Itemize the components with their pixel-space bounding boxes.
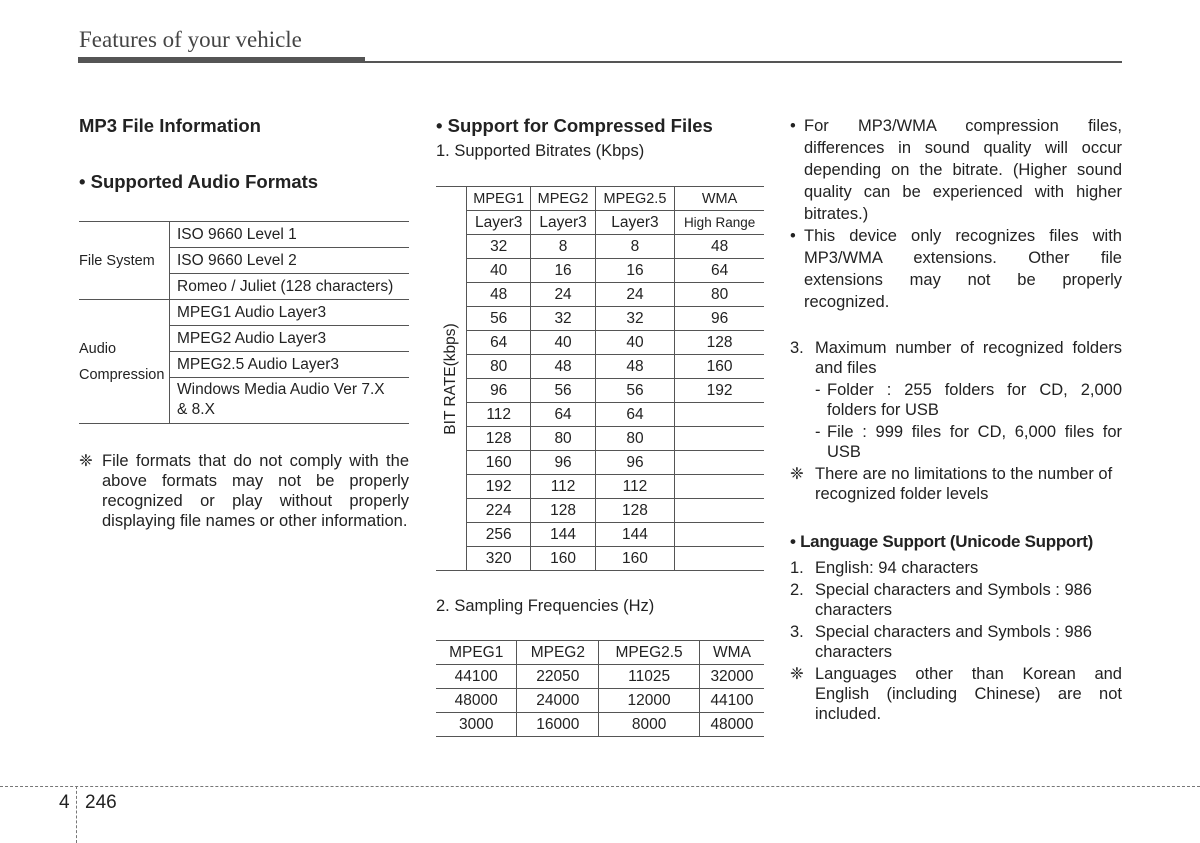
table-row — [436, 259, 764, 283]
column-compressed-files — [436, 115, 766, 733]
bitrates-table — [436, 186, 764, 571]
bitrate-layer-cell: Layer3 — [531, 211, 595, 235]
bitrate-header-cell: MPEG1 — [467, 187, 531, 211]
dash-file — [790, 422, 1122, 462]
bitrate-cell: 8 — [595, 235, 674, 259]
table-row — [436, 283, 764, 307]
audio-compression-value: MPEG2 Audio Layer3 — [170, 326, 410, 352]
bitrates-label: 1. Supported Bitrates (Kbps) — [436, 142, 645, 160]
bitrate-side-label — [436, 187, 467, 571]
section-title-compressed-files: • Support for Compressed Files — [436, 115, 713, 136]
sampling-cell: 48000 — [700, 713, 765, 737]
bitrate-header-row — [436, 187, 764, 211]
header-rule-thick — [78, 57, 365, 63]
audio-label-line2: Compression — [79, 366, 165, 383]
bitrate-cell: 48 — [595, 355, 674, 379]
bitrate-cell: 64 — [675, 259, 764, 283]
file-system-value: Romeo / Juliet (128 characters) — [170, 274, 410, 300]
audio-formats-table — [79, 221, 409, 424]
dash-mark: - — [815, 381, 821, 399]
bitrate-cell: 56 — [531, 379, 595, 403]
file-format-note — [79, 451, 409, 531]
file-format-note-text: File formats that do not comply with the above formats may not be properly recognized or play without properly displaying file names or other information. — [102, 452, 409, 530]
bitrate-cell: 16 — [595, 259, 674, 283]
sampling-header-cell: MPEG2.5 — [599, 641, 700, 665]
table-row — [436, 427, 764, 451]
note-text: Languages other than Korean and English (including Chinese) are not included. — [815, 665, 1122, 723]
note-folder-levels — [790, 464, 1122, 504]
bitrate-cell — [675, 427, 764, 451]
bitrate-cell: 32 — [467, 235, 531, 259]
page-chapter-number: 4 — [59, 792, 70, 813]
bitrate-layer-cell: Layer3 — [467, 211, 531, 235]
bitrate-cell: 24 — [595, 283, 674, 307]
bitrate-header-cell: MPEG2.5 — [595, 187, 674, 211]
item-text: Special characters and Symbols : 986 characters — [815, 623, 1092, 661]
bitrate-cell: 96 — [595, 451, 674, 475]
table-row — [436, 403, 764, 427]
bitrate-cell: 160 — [595, 547, 674, 571]
header-rule-thin — [365, 61, 1122, 63]
bitrate-cell: 8 — [531, 235, 595, 259]
column-mp3-file-information — [79, 115, 409, 530]
bullet-extensions — [790, 225, 1122, 313]
file-system-value: ISO 9660 Level 1 — [170, 222, 410, 248]
table-row — [436, 379, 764, 403]
bitrate-cell: 56 — [467, 307, 531, 331]
item-max-folders — [790, 338, 1122, 378]
bitrate-cell: 96 — [467, 379, 531, 403]
sampling-frequencies-table — [436, 640, 764, 737]
bitrate-cell: 24 — [531, 283, 595, 307]
sampling-cell: 32000 — [700, 665, 765, 689]
bitrate-layer-cell: Layer3 — [595, 211, 674, 235]
table-row — [436, 713, 764, 737]
audio-compression-value: MPEG2.5 Audio Layer3 — [170, 352, 410, 378]
bullet-text: This device only recognizes files with MP3/WMA extensions. Other file extensions may not be properly recognized. — [804, 227, 1122, 311]
note-asterisk-icon: ❈ — [790, 665, 804, 683]
sampling-cell: 22050 — [517, 665, 599, 689]
bitrate-layer-cell: High Range — [675, 211, 764, 235]
note-text: There are no limitations to the number of recognized folder levels — [815, 465, 1113, 503]
bitrate-cell: 32 — [595, 307, 674, 331]
dash-text: File : 999 files for CD, 6,000 files for USB — [827, 423, 1122, 461]
wma-line2: & 8.X — [177, 401, 215, 418]
table-row — [436, 665, 764, 689]
sampling-cell: 48000 — [436, 689, 517, 713]
audio-compression-label — [79, 300, 170, 424]
bitrate-cell: 80 — [467, 355, 531, 379]
wma-line1: Windows Media Audio Ver 7.X — [177, 381, 385, 398]
sampling-cell: 24000 — [517, 689, 599, 713]
bitrate-cell: 128 — [467, 427, 531, 451]
sampling-header-cell: MPEG2 — [517, 641, 599, 665]
bitrate-cell: 64 — [467, 331, 531, 355]
language-item — [790, 558, 1122, 578]
table-row — [436, 689, 764, 713]
bitrate-cell: 128 — [675, 331, 764, 355]
table-row — [436, 307, 764, 331]
sampling-cell: 44100 — [436, 665, 517, 689]
sampling-cell: 12000 — [599, 689, 700, 713]
bitrate-cell: 64 — [595, 403, 674, 427]
bitrate-cell: 128 — [595, 499, 674, 523]
bitrate-cell: 96 — [531, 451, 595, 475]
item-number: 1. — [790, 559, 804, 577]
bitrate-cell: 32 — [531, 307, 595, 331]
audio-label-line1: Audio — [79, 340, 117, 357]
bitrate-cell: 40 — [595, 331, 674, 355]
audio-compression-value — [170, 378, 410, 424]
subsection-title-language-support: • Language Support (Unicode Support) — [790, 532, 1094, 551]
bullet-text: For MP3/WMA compression files, differences in sound quality will occur depending on the bitrate. (Higher sound quality can be experienced with higher bitrates.) — [804, 117, 1122, 223]
language-item — [790, 622, 1122, 662]
page-number: 246 — [85, 792, 117, 813]
sampling-cell: 11025 — [599, 665, 700, 689]
bitrate-cell: 128 — [531, 499, 595, 523]
dash-text: Folder : 255 folders for CD, 2,000 folders for USB — [827, 381, 1122, 419]
item-number: 3. — [790, 623, 804, 641]
bitrate-cell: 16 — [531, 259, 595, 283]
table-row — [436, 523, 764, 547]
table-row — [436, 235, 764, 259]
bitrate-layer-row — [436, 211, 764, 235]
bitrate-cell: 48 — [675, 235, 764, 259]
bitrate-cell: 144 — [595, 523, 674, 547]
bitrate-cell — [675, 499, 764, 523]
bitrate-cell: 80 — [531, 427, 595, 451]
bitrate-cell: 144 — [531, 523, 595, 547]
bitrate-cell — [675, 403, 764, 427]
bitrate-side-label-text: BIT RATE(kbps) — [442, 322, 459, 435]
note-asterisk-icon: ❈ — [79, 452, 93, 470]
bitrate-cell: 112 — [467, 403, 531, 427]
table-row — [436, 451, 764, 475]
table-row — [436, 331, 764, 355]
table-row — [436, 475, 764, 499]
item-text: Maximum number of recognized folders and files — [815, 339, 1122, 377]
bitrate-cell: 160 — [675, 355, 764, 379]
bitrate-cell: 64 — [531, 403, 595, 427]
dash-folder — [790, 380, 1122, 420]
dash-mark: - — [815, 423, 821, 441]
bitrate-cell — [675, 547, 764, 571]
bitrate-header-cell: MPEG2 — [531, 187, 595, 211]
bitrate-cell — [675, 451, 764, 475]
audio-compression-value: MPEG1 Audio Layer3 — [170, 300, 410, 326]
bitrate-cell: 160 — [467, 451, 531, 475]
note-languages — [790, 664, 1122, 724]
bitrate-cell: 48 — [467, 283, 531, 307]
bitrate-cell — [675, 523, 764, 547]
bitrate-cell: 224 — [467, 499, 531, 523]
sampling-cell: 44100 — [700, 689, 765, 713]
bitrate-cell: 112 — [531, 475, 595, 499]
sampling-cell: 3000 — [436, 713, 517, 737]
bitrate-cell: 320 — [467, 547, 531, 571]
bitrate-cell: 40 — [467, 259, 531, 283]
bitrate-cell: 56 — [595, 379, 674, 403]
file-system-value: ISO 9660 Level 2 — [170, 248, 410, 274]
subsection-title-audio-formats: • Supported Audio Formats — [79, 171, 319, 192]
bullet-dot: • — [790, 227, 796, 245]
table-row — [436, 499, 764, 523]
bitrate-cell: 40 — [531, 331, 595, 355]
note-asterisk-icon: ❈ — [790, 465, 804, 483]
table-row — [436, 547, 764, 571]
sampling-label: 2. Sampling Frequencies (Hz) — [436, 597, 655, 615]
bitrate-header-cell: WMA — [675, 187, 764, 211]
column-notes — [790, 115, 1122, 724]
item-text: Special characters and Symbols : 986 characters — [815, 581, 1092, 619]
bullet-dot: • — [790, 117, 796, 135]
bitrate-cell: 80 — [595, 427, 674, 451]
bitrate-cell: 80 — [675, 283, 764, 307]
item-number: 2. — [790, 581, 804, 599]
file-system-label: File System — [79, 222, 170, 300]
sampling-header-cell: WMA — [700, 641, 765, 665]
footer-vertical-divider — [76, 786, 77, 843]
language-item — [790, 580, 1122, 620]
bitrate-cell: 256 — [467, 523, 531, 547]
bitrate-cell: 48 — [531, 355, 595, 379]
sampling-cell: 16000 — [517, 713, 599, 737]
page-header-title: Features of your vehicle — [79, 27, 302, 52]
bitrate-cell — [675, 475, 764, 499]
bitrate-cell: 192 — [675, 379, 764, 403]
item-number: 3. — [790, 339, 804, 357]
sampling-header-cell: MPEG1 — [436, 641, 517, 665]
section-title-mp3-file-info: MP3 File Information — [79, 115, 261, 136]
bitrate-cell: 96 — [675, 307, 764, 331]
bitrate-cell: 160 — [531, 547, 595, 571]
footer-divider — [0, 786, 1200, 787]
bullet-compression-quality — [790, 115, 1122, 225]
bitrate-cell: 192 — [467, 475, 531, 499]
bitrate-cell: 112 — [595, 475, 674, 499]
table-row — [436, 355, 764, 379]
sampling-header-row — [436, 641, 764, 665]
sampling-cell: 8000 — [599, 713, 700, 737]
item-text: English: 94 characters — [815, 559, 979, 577]
